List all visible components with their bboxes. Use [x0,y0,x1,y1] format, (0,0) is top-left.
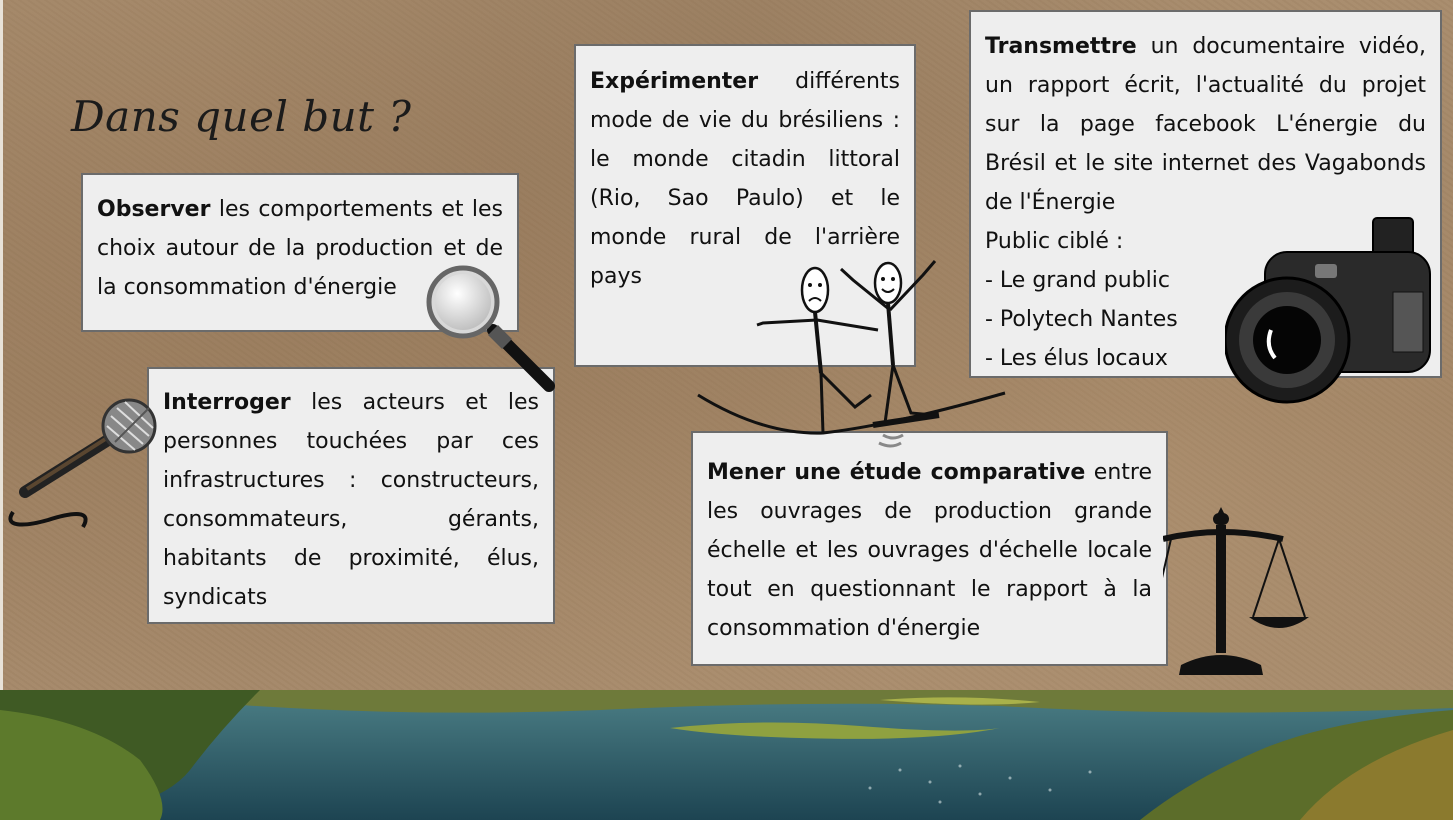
card-mener [691,431,1168,666]
microphone-icon [3,392,163,537]
card-mener-keyword: Mener une étude comparative [707,460,1086,485]
card-mener-text: entre les ouvrages de production grande échelle et les ouvrages d'échelle locale tout en questionnant le rapport à la consommation d'énergie [707,460,1152,641]
audience-item: - Les élus locaux [985,346,1168,371]
magnifying-glass-icon [421,262,561,397]
card-observer-text: les comportements et les choix autour de la production et de la consommation d'énergie [97,197,503,300]
card-experimenter-keyword: Expérimenter [590,69,759,94]
audience-item: - Le grand public [985,268,1170,293]
audience-label: Public ciblé : [985,229,1124,254]
page-title: Dans quel but ? [71,92,412,141]
card-interroger-text: les acteurs et les personnes touchées par ces infrastructures : constructeurs, consommateurs, gérants, habitants de proximité, élus, syndicats [163,390,539,610]
video-camera-icon [1225,212,1440,412]
scales-icon [1163,505,1313,680]
stick-figures-icon [693,255,1013,455]
audience-item: - Polytech Nantes [985,307,1178,332]
card-interroger [147,367,555,624]
card-observer-keyword: Observer [97,197,211,222]
card-experimenter-text: différents mode de vie du brésiliens : le monde citadin littoral (Rio, Sao Paulo) et le monde rural de l'arrière pays [590,69,900,289]
card-transmettre-text: un documentaire vidéo, un rapport écrit, l'actualité du projet sur la page facebook L'énergie du Brésil et le site internet des Vagabonds de l'Énergie [985,34,1426,215]
card-transmettre-keyword: Transmettre [985,34,1137,59]
card-interroger-keyword: Interroger [163,390,291,415]
river-landscape-photo [0,690,1453,820]
